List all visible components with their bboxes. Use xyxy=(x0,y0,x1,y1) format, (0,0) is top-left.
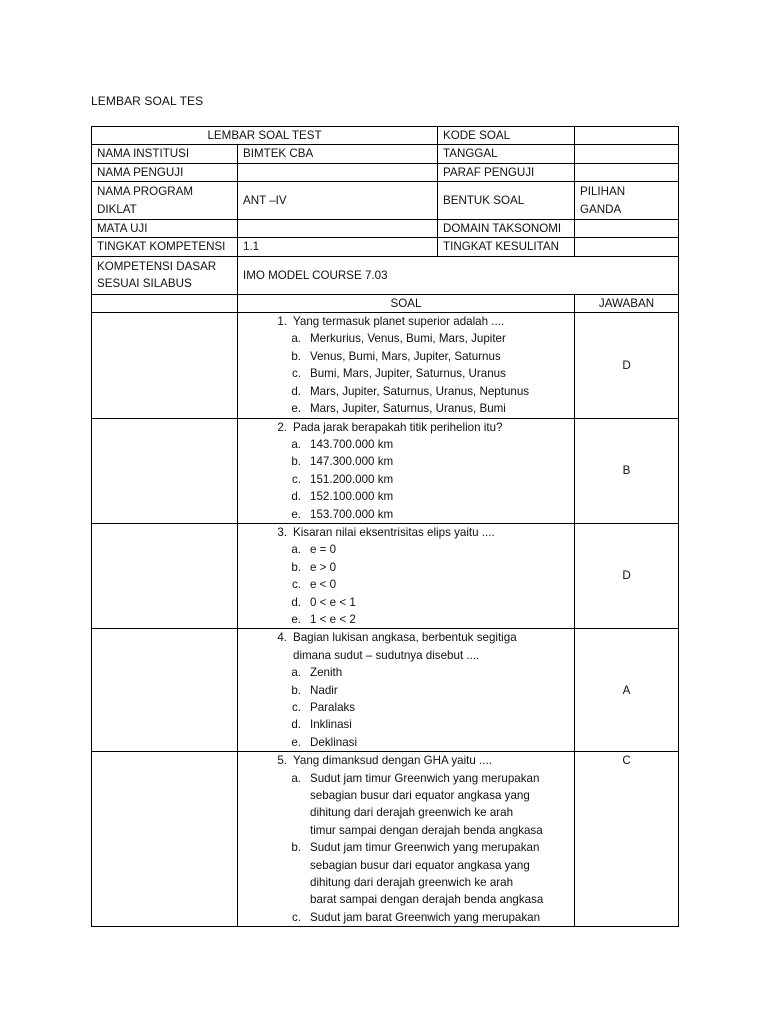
question-text: Yang termasuk planet superior adalah .... xyxy=(293,315,505,329)
question-cell xyxy=(238,523,575,628)
answer-option-line xyxy=(238,787,574,804)
header-row-penguji xyxy=(92,163,679,181)
tingkat-kesulitan-value xyxy=(575,238,679,256)
tanggal-value xyxy=(575,145,679,163)
nama-program-value: ANT –IV xyxy=(238,182,438,220)
option-text: 151.200.000 km xyxy=(310,472,394,486)
option-text: sebagian busur dari equator angkasa yang xyxy=(310,858,530,872)
option-letter: a. xyxy=(291,332,301,346)
question-side-cell xyxy=(92,313,238,418)
option-letter: c. xyxy=(291,472,301,486)
option-text: Nadir xyxy=(310,683,338,697)
kompetensi-dasar-label-line-1: KOMPETENSI DASAR xyxy=(97,259,217,273)
answer-option-line xyxy=(238,330,574,347)
answer-option-line xyxy=(238,453,574,470)
answer-option-line xyxy=(238,488,574,505)
question-line xyxy=(238,647,574,664)
option-letter xyxy=(238,804,305,821)
option-text: Sudut jam timur Greenwich yang merupakan xyxy=(310,771,540,785)
option-letter: b. xyxy=(291,349,301,363)
answer-option-line xyxy=(238,576,574,593)
header-row-mata-uji xyxy=(92,220,679,238)
column-header-row xyxy=(92,294,679,312)
soal-header: SOAL xyxy=(238,294,575,312)
kode-soal-label: KODE SOAL xyxy=(438,127,575,145)
option-text: Sudut jam barat Greenwich yang merupakan xyxy=(310,910,541,924)
domain-taksonomi-value xyxy=(575,220,679,238)
bentuk-soal-value xyxy=(575,182,679,220)
nama-institusi-label: NAMA INSTITUSI xyxy=(92,145,238,163)
option-letter: c. xyxy=(291,578,301,592)
question-text: Pada jarak berapakah titik perihelion itu? xyxy=(293,420,503,434)
question-line xyxy=(238,752,574,769)
option-text: Bumi, Mars, Jupiter, Saturnus, Uranus xyxy=(310,367,506,381)
bentuk-soal-value-line-2: GANDA xyxy=(580,202,622,216)
tingkat-kompetensi-value: 1.1 xyxy=(238,238,438,256)
question-number: 1. xyxy=(277,315,287,329)
answer-key-cell: A xyxy=(575,629,679,752)
option-letter: e. xyxy=(291,507,301,521)
option-letter xyxy=(238,857,305,874)
question-number: 3. xyxy=(277,525,287,539)
paraf-penguji-label: PARAF PENGUJI xyxy=(438,163,575,181)
answer-option-line xyxy=(238,664,574,681)
option-text: 0 < e < 1 xyxy=(310,595,356,609)
answer-option-line xyxy=(238,436,574,453)
answer-option-line xyxy=(238,804,574,821)
option-text: dihitung dari derajah greenwich ke arah xyxy=(310,806,514,820)
question-side-cell xyxy=(92,752,238,927)
option-text: 147.300.000 km xyxy=(310,455,394,469)
option-letter: d. xyxy=(291,595,301,609)
tanggal-label: TANGGAL xyxy=(438,145,575,163)
answer-option-line xyxy=(238,891,574,908)
paraf-penguji-value xyxy=(575,163,679,181)
option-letter: c. xyxy=(291,367,301,381)
nama-program-label-line-1: NAMA PROGRAM xyxy=(97,185,193,199)
option-letter xyxy=(238,874,305,891)
question-text: Bagian lukisan angkasa, berbentuk segitiga xyxy=(293,631,517,645)
question-side-cell xyxy=(92,523,238,628)
option-letter: a. xyxy=(291,771,301,785)
header-row-program xyxy=(92,182,679,220)
question-line xyxy=(238,419,574,436)
answer-option-line xyxy=(238,594,574,611)
question-text: Yang dimanksud dengan GHA yaitu .... xyxy=(293,754,492,768)
question-side-cell xyxy=(92,418,238,523)
nama-institusi-value: BIMTEK CBA xyxy=(238,145,438,163)
jawaban-header: JAWABAN xyxy=(575,294,679,312)
option-letter: e. xyxy=(291,612,301,626)
header-row-tingkat xyxy=(92,238,679,256)
kompetensi-dasar-label xyxy=(92,256,238,294)
answer-option-line xyxy=(238,682,574,699)
answer-key-cell: D xyxy=(575,523,679,628)
question-number: 5. xyxy=(277,754,287,768)
option-letter xyxy=(238,891,305,908)
nama-penguji-value xyxy=(238,163,438,181)
option-text: Paralaks xyxy=(310,701,356,714)
option-text: Mars, Jupiter, Saturnus, Uranus, Neptunus xyxy=(310,384,530,398)
option-text: Sudut jam timur Greenwich yang merupakan xyxy=(310,841,540,855)
option-letter: c. xyxy=(291,701,301,714)
answer-option-line xyxy=(238,699,574,716)
option-text: timur sampai dengan derajah benda angkasa xyxy=(310,823,543,837)
answer-option-line xyxy=(238,857,574,874)
tingkat-kompetensi-label: TINGKAT KOMPETENSI xyxy=(92,238,238,256)
bentuk-soal-value-line-1: PILIHAN xyxy=(580,185,626,199)
mata-uji-label: MATA UJI xyxy=(92,220,238,238)
option-letter: a. xyxy=(291,437,301,451)
answer-option-line xyxy=(238,716,574,733)
option-text: 152.100.000 km xyxy=(310,490,394,504)
answer-key-cell: D xyxy=(575,313,679,418)
nama-program-label-line-2: DIKLAT xyxy=(97,202,137,216)
header-row-institusi xyxy=(92,145,679,163)
questions-body xyxy=(92,313,679,927)
kompetensi-dasar-label-line-2: SESUAI SILABUS xyxy=(97,277,192,291)
kode-soal-value xyxy=(575,127,679,145)
option-text: sebagian busur dari equator angkasa yang xyxy=(310,789,530,803)
option-letter: a. xyxy=(291,666,301,680)
question-text: dimana sudut – sudutnya disebut .... xyxy=(293,648,480,662)
option-text: e > 0 xyxy=(310,560,337,574)
option-text: e = 0 xyxy=(310,543,337,557)
answer-key-cell: C xyxy=(575,752,679,927)
question-row xyxy=(92,629,679,752)
option-text: Venus, Bumi, Mars, Jupiter, Saturnus xyxy=(310,349,501,363)
domain-taksonomi-label: DOMAIN TAKSONOMI xyxy=(438,220,575,238)
option-text: Inklinasi xyxy=(310,718,352,732)
answer-option-line xyxy=(238,541,574,558)
answer-option-line xyxy=(238,365,574,382)
option-text: Deklinasi xyxy=(310,735,358,749)
option-letter: b. xyxy=(291,560,301,574)
nama-program-label xyxy=(92,182,238,220)
option-text: e < 0 xyxy=(310,578,337,592)
option-text: dihitung dari derajah greenwich ke arah xyxy=(310,876,514,890)
answer-key-cell: B xyxy=(575,418,679,523)
option-letter: b. xyxy=(291,455,301,469)
question-cell xyxy=(238,313,575,418)
option-letter: d. xyxy=(291,490,301,504)
header-row-kompetensi-dasar xyxy=(92,256,679,294)
option-text: 143.700.000 km xyxy=(310,437,394,451)
answer-option-line xyxy=(238,471,574,488)
answer-option-line xyxy=(238,400,574,417)
mata-uji-value xyxy=(238,220,438,238)
tingkat-kesulitan-label: TINGKAT KESULITAN xyxy=(438,238,575,256)
answer-option-line xyxy=(238,734,574,751)
question-number: 4. xyxy=(277,631,287,645)
option-letter: c. xyxy=(291,910,301,924)
question-line xyxy=(238,524,574,541)
answer-option-line xyxy=(238,839,574,856)
answer-option-line xyxy=(238,348,574,365)
answer-option-line xyxy=(238,909,574,926)
option-letter: d. xyxy=(291,718,301,732)
option-text: 1 < e < 2 xyxy=(310,612,356,626)
option-letter xyxy=(238,822,305,839)
option-letter: a. xyxy=(291,543,301,557)
option-text: barat sampai dengan derajah benda angkasa xyxy=(310,893,544,907)
answer-option-line xyxy=(238,874,574,891)
question-number xyxy=(238,647,290,664)
question-row xyxy=(92,523,679,628)
question-text: Kisaran nilai eksentrisitas elips yaitu .... xyxy=(293,525,495,539)
option-letter: b. xyxy=(291,683,301,697)
option-text: Mars, Jupiter, Saturnus, Uranus, Bumi xyxy=(310,402,506,416)
nama-penguji-label: NAMA PENGUJI xyxy=(92,163,238,181)
kompetensi-dasar-value: IMO MODEL COURSE 7.03 xyxy=(238,256,679,294)
answer-option-line xyxy=(238,383,574,400)
answer-option-line xyxy=(238,822,574,839)
question-cell xyxy=(238,418,575,523)
header-row-title xyxy=(92,127,679,145)
empty-header-cell xyxy=(92,294,238,312)
option-letter: e. xyxy=(291,735,301,749)
answer-option-line xyxy=(238,770,574,787)
option-letter: e. xyxy=(291,402,301,416)
question-line xyxy=(238,313,574,330)
answer-option-line xyxy=(238,559,574,576)
question-row xyxy=(92,752,679,927)
option-letter: d. xyxy=(291,384,301,398)
answer-option-line xyxy=(238,506,574,523)
question-row xyxy=(92,418,679,523)
document-title: LEMBAR SOAL TES xyxy=(91,94,204,108)
bentuk-soal-label: BENTUK SOAL xyxy=(438,182,575,220)
question-row xyxy=(92,313,679,418)
option-text: Merkurius, Venus, Bumi, Mars, Jupiter xyxy=(310,332,506,346)
answer-option-line xyxy=(238,611,574,628)
question-cell xyxy=(238,629,575,752)
question-sheet-table xyxy=(91,126,679,927)
question-side-cell xyxy=(92,629,238,752)
option-letter xyxy=(238,787,305,804)
question-cell xyxy=(238,752,575,927)
question-number: 2. xyxy=(277,420,287,434)
sheet-title: LEMBAR SOAL TEST xyxy=(92,127,438,145)
option-text: Zenith xyxy=(310,666,343,680)
option-letter: b. xyxy=(291,841,301,855)
question-line xyxy=(238,629,574,646)
option-text: 153.700.000 km xyxy=(310,507,394,521)
